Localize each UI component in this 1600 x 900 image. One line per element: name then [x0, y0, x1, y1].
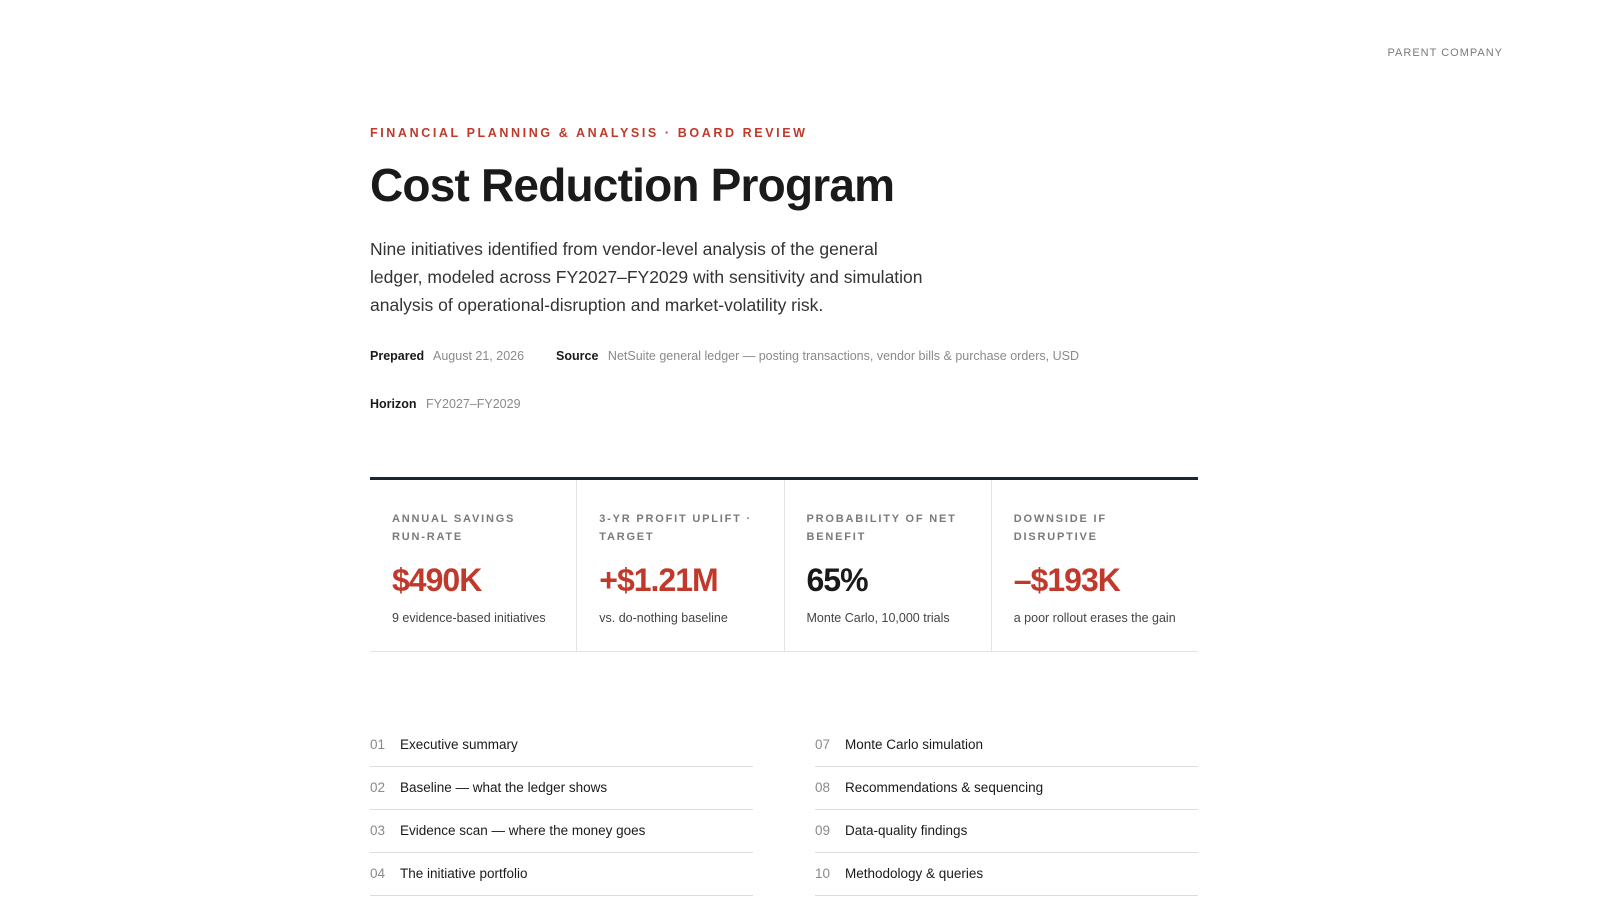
meta-source-key: Source [556, 348, 599, 363]
toc-number: 01 [370, 737, 386, 753]
toc-number: 10 [815, 866, 831, 882]
kpi-label: 3-YR PROFIT UPLIFT · TARGET [599, 512, 752, 543]
toc-item[interactable] [370, 767, 753, 810]
toc-label: The initiative portfolio [400, 866, 528, 882]
kpi-value: +$1.21M [599, 561, 718, 598]
meta-prepared-key: Prepared [370, 348, 425, 363]
toc-item[interactable] [815, 767, 1198, 810]
toc-number: 07 [815, 737, 831, 753]
toc-label: Data-quality findings [845, 823, 968, 839]
kpi-probability [785, 480, 992, 651]
toc-label: Recommendations & sequencing [845, 780, 1044, 796]
meta-horizon [370, 397, 521, 411]
meta-row [370, 349, 1198, 363]
lede-paragraph: Nine initiatives identified from vendor-level analysis of the general ledger, modeled across FY2027–FY2029 with sensitivity and simulation analysis of operational-disruption and market-volatility risk. [370, 238, 923, 315]
meta-horizon-value: FY2027–FY2029 [426, 396, 521, 411]
toc-item[interactable] [815, 853, 1198, 896]
meta-prepared-value: August 21, 2026 [433, 348, 525, 363]
kpi-label: PROBABILITY OF NET BENEFIT [806, 512, 957, 543]
kpi-label: ANNUAL SAVINGS RUN-RATE [392, 512, 516, 543]
toc-column-left [370, 724, 753, 896]
toc-column-right [815, 724, 1198, 896]
toc-number: 03 [370, 823, 386, 839]
eyebrow: FINANCIAL PLANNING & ANALYSIS · BOARD REVIEW [370, 126, 808, 140]
toc-label: Evidence scan — where the money goes [400, 823, 646, 839]
kpi-label: DOWNSIDE IF DISRUPTIVE [1013, 512, 1107, 543]
kpi-note: a poor rollout erases the gain [1013, 610, 1176, 625]
toc-item[interactable] [815, 810, 1198, 853]
kpi-note: vs. do-nothing baseline [599, 610, 728, 625]
toc-label: Monte Carlo simulation [845, 737, 984, 753]
toc-item[interactable] [370, 810, 753, 853]
meta-source [556, 349, 1079, 363]
cover-content [370, 0, 1198, 896]
company-label: PARENT COMPANY [1387, 47, 1503, 59]
meta-prepared [370, 349, 524, 363]
kpi-strip [370, 477, 1198, 652]
toc-item[interactable] [815, 724, 1198, 767]
toc-label: Methodology & queries [845, 866, 984, 882]
toc-number: 04 [370, 866, 386, 882]
kpi-savings [370, 480, 577, 651]
table-of-contents [370, 724, 1198, 896]
toc-number: 08 [815, 780, 831, 796]
kpi-downside [992, 480, 1198, 651]
toc-label: Executive summary [400, 737, 518, 753]
kpi-note: Monte Carlo, 10,000 trials [806, 610, 950, 625]
meta-row-horizon [370, 397, 1198, 411]
page-title: Cost Reduction Program [370, 159, 895, 211]
kpi-note: 9 evidence-based initiatives [392, 610, 546, 625]
meta-source-value: NetSuite general ledger — posting transactions, vendor bills & purchase orders, USD [607, 348, 1079, 363]
toc-item[interactable] [370, 853, 753, 896]
kpi-value: $490K [392, 561, 482, 598]
kpi-profit-uplift [577, 480, 784, 651]
toc-label: Baseline — what the ledger shows [400, 780, 608, 796]
kpi-value: 65% [806, 561, 868, 598]
toc-number: 02 [370, 780, 386, 796]
toc-item[interactable] [370, 724, 753, 767]
toc-number: 09 [815, 823, 831, 839]
kpi-value: –$193K [1013, 561, 1120, 598]
meta-horizon-key: Horizon [370, 396, 417, 411]
